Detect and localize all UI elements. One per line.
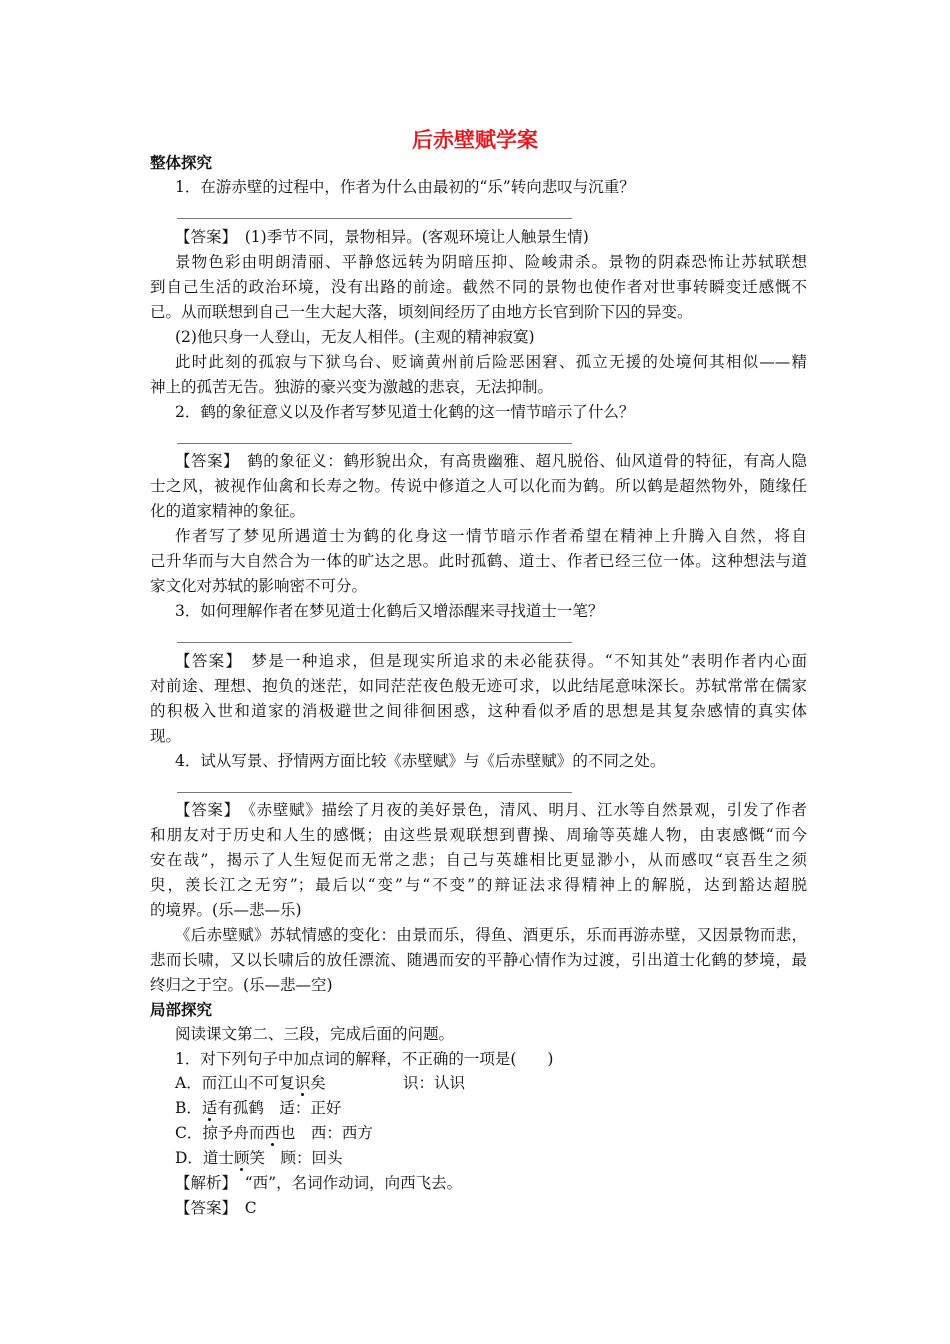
answer-1-line-2: 景物色彩由明朗清丽、平静悠远转为阴暗压抑、险峻肃杀。景物的阴森恐怖让苏轼联想 bbox=[175, 253, 807, 271]
option-a-gloss: 识：认识 bbox=[403, 1074, 466, 1092]
dotted-word: 识 bbox=[294, 1074, 311, 1092]
answer-5: 【答案】 C bbox=[175, 1199, 257, 1217]
answer-4-line-3: 安在哉”，揭示了人生短促而无常之悲；自己与英雄相比更显渺小，从而感叹“哀吾生之须 bbox=[150, 851, 807, 869]
option-c-text-end: 也 西：西方 bbox=[279, 1124, 373, 1142]
answer-2-line-1: 【答案】 鹤的象征义：鹤形貌出众，有高贵幽雅、超凡脱俗、仙风道骨的特征，有高人隐 bbox=[175, 452, 807, 470]
answer-2-line-2: 士之风，被视作仙禽和长寿之物。传说中修道之人可以化而为鹤。所以鹤是超然物外，随缘任 bbox=[150, 477, 807, 495]
answer-4-line-7: 悲而长啸，又以长啸后的放任漂流、随遇而安的平静心情作为过渡，引出道士化鹤的梦境，最 bbox=[150, 951, 807, 969]
option-c-text: C．掠予舟而 bbox=[175, 1124, 265, 1142]
answer-4-line-4: 臾，羡长江之无穷”；最后以“变”与“不变”的辩证法求得精神上的解脱，达到豁达超脱 bbox=[150, 876, 807, 894]
answer-2-line-3: 化的道家精神的象征。 bbox=[150, 502, 306, 520]
answer-4-line-8: 终归之于空。(乐—悲—空) bbox=[150, 976, 333, 994]
answer-line bbox=[177, 642, 572, 643]
option-d-text: D．道士 bbox=[175, 1149, 234, 1167]
option-d-text-end: 笑 顾：回头 bbox=[249, 1149, 343, 1167]
answer-1-line-1: 【答案】 (1)季节不同，景物相异。(客观环境让人触景生情) bbox=[175, 228, 589, 246]
dotted-word: 西 bbox=[264, 1124, 280, 1142]
answer-line bbox=[177, 792, 572, 793]
section-heading-overall: 整体探究 bbox=[150, 154, 213, 172]
option-a bbox=[175, 1071, 466, 1095]
analysis: 【解析】 “西”，名词作动词，向西飞去。 bbox=[175, 1174, 463, 1192]
answer-1-line-4: 已。从而联想到自己一生大起大落，顷刻间经历了由地方长官到阶下囚的异变。 bbox=[150, 303, 693, 321]
answer-4-line-1: 【答案】 《赤壁赋》描绘了月夜的美好景色，清风、明月、江水等自然景观，引发了作者 bbox=[175, 801, 807, 819]
option-a-text-end: 矣 bbox=[310, 1074, 326, 1092]
answer-3-line-3: 的积极入世和道家的消极避世之间徘徊困惑，这种看似矛盾的思想是其复杂感情的真实体 bbox=[150, 702, 807, 720]
section-heading-local: 局部探究 bbox=[150, 1001, 213, 1019]
option-c bbox=[175, 1121, 373, 1145]
answer-2-line-6: 家文化对苏轼的影响密不可分。 bbox=[150, 577, 368, 595]
answer-line bbox=[177, 443, 572, 444]
dotted-word: 顾 bbox=[233, 1149, 250, 1167]
answer-1-line-6: 此时此刻的孤寂与下狱乌台、贬谪黄州前后险恶困窘、孤立无援的处境何其相似——精 bbox=[175, 353, 807, 371]
option-d bbox=[175, 1146, 342, 1170]
answer-2-line-5: 己升华而与大自然合为一体的旷达之思。此时孤鹤、道士、作者已经三位一体。这种想法与道 bbox=[150, 552, 807, 570]
answer-1-line-7: 神上的孤苦无告。独游的豪兴变为激越的悲哀，无法抑制。 bbox=[150, 378, 554, 396]
answer-2-line-4: 作者写了梦见所遇道士为鹤的化身这一情节暗示作者希望在精神上升腾入自然，将自 bbox=[175, 527, 807, 545]
answer-4-line-2: 和朋友对于历史和人生的感慨；由这些景观联想到曹操、周瑜等英雄人物，由衷感慨“而今 bbox=[150, 826, 807, 844]
option-b-text: 有孤鹤 适：正好 bbox=[217, 1099, 342, 1117]
question-2: 2．鹤的象征意义以及作者写梦见道士化鹤的这一情节暗示了什么？ bbox=[175, 403, 635, 421]
dotted-word: 适 bbox=[201, 1099, 218, 1117]
answer-3-line-4: 现。 bbox=[150, 727, 182, 745]
option-a-text: A．而江山不可复 bbox=[175, 1074, 295, 1092]
answer-3-line-1: 【答案】 梦是一种追求，但是现实所追求的未必能获得。“不知其处”表明作者内心面 bbox=[175, 652, 807, 670]
page-title: 后赤壁赋学案 bbox=[412, 128, 538, 152]
answer-4-line-6: 《后赤壁赋》苏轼情感的变化：由景而乐，得鱼、酒更乐，乐而再游赤壁，又因景物而悲， bbox=[175, 926, 807, 944]
question-3: 3．如何理解作者在梦见道士化鹤后又增添醒来寻找道士一笔？ bbox=[175, 602, 604, 620]
answer-4-line-5: 的境界。(乐—悲—乐) bbox=[150, 901, 302, 919]
option-b-label: B． bbox=[175, 1099, 202, 1117]
question-1: 1．在游赤壁的过程中，作者为什么由最初的“乐”转向悲叹与沉重？ bbox=[175, 178, 635, 196]
answer-3-line-2: 对前途、理想、抱负的迷茫，如同茫茫夜色般无迹可求，以此结尾意味深长。苏轼常常在儒家 bbox=[150, 677, 807, 695]
answer-1-line-3: 到自己生活的政治环境，没有出路的前途。截然不同的景物也使作者对世事转瞬变迁感慨不 bbox=[150, 278, 807, 296]
answer-line bbox=[177, 218, 572, 219]
question-5: 1．对下列句子中加点词的解释，不正确的一项是( ) bbox=[175, 1050, 554, 1068]
answer-1-line-5: (2)他只身一人登山，无友人相伴。(主观的精神寂寞) bbox=[175, 328, 535, 346]
option-b bbox=[175, 1096, 341, 1120]
question-4: 4．试从写景、抒情两方面比较《赤壁赋》与《后赤壁赋》的不同之处。 bbox=[175, 752, 666, 770]
reading-instruction: 阅读课文第二、三段，完成后面的问题。 bbox=[175, 1025, 455, 1043]
